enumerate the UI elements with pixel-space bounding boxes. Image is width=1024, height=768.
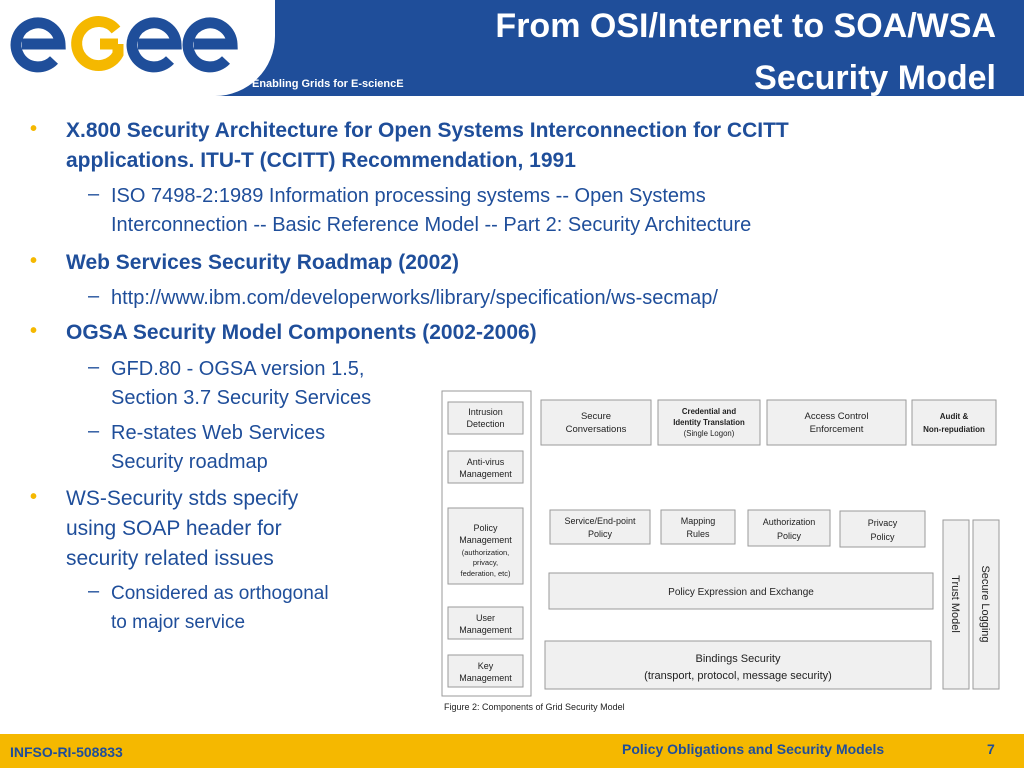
figure-caption: Figure 2: Components of Grid Security Model [444,702,625,712]
policy-management-line-4: privacy, [472,558,499,567]
sub-bullet-3-1 [111,355,371,413]
mapping-rules-line-2: Rules [686,529,710,539]
sub-bullet-marker: – [88,285,100,307]
bullet-3: OGSA Security Model Components (2002-2006) [66,321,537,344]
page-number: 7 [987,741,995,757]
mapping-rules-line-1: Mapping [680,516,716,526]
audit-line-1: Audit & [939,412,969,421]
trust-model-label: Trust Model [949,575,961,633]
sub-bullet-marker: – [88,356,100,378]
bullet-marker: • [30,486,38,508]
bullet-2: Web Services Security Roadmap (2002) [66,251,459,274]
slide-header [0,0,1024,96]
bullet-4-line-3: security related issues [66,547,274,570]
audit-box [912,400,996,445]
service-endpoint-policy-line-2: Policy [587,529,613,539]
secure-logging-label: Secure Logging [979,565,991,643]
authorization-policy-line-1: Authorization [762,517,816,527]
sub-bullet-3-2-line-1: Re-states Web Services [111,422,326,444]
sub-bullet-4-1-line-1: Considered as orthogonal [111,583,329,604]
policy-management-line-2: Management [459,535,512,545]
privacy-policy-line-2: Policy [870,532,895,542]
anti-virus-line-1: Anti-virus [466,457,505,467]
slide-title [495,0,996,104]
sub-bullet-3-2 [111,419,325,477]
key-management-line-1: Key [477,661,494,671]
credential-translation-line-3: (Single Logon) [683,429,735,438]
bullet-marker: • [30,320,38,342]
sub-bullet-4-1 [111,579,329,637]
secure-conversations-line-2: Conversations [565,424,627,435]
policy-exchange-label: Policy Expression and Exchange [668,587,814,598]
authorization-policy-line-2: Policy [776,531,802,541]
service-endpoint-policy-line-1: Service/End-point [564,516,636,526]
sub-bullet-marker: – [88,580,100,602]
bindings-security-line-1: Bindings Security [695,653,781,665]
bullet-4-line-1: WS-Security stds specify [66,487,299,510]
logo-panel [0,0,275,96]
sub-bullet-4-1-line-2: to major service [111,612,246,633]
user-management-line-2: Management [459,625,512,635]
project-id: INFSO-RI-508833 [10,744,123,760]
access-control-line-2: Enforcement [809,424,864,435]
presentation-title: Policy Obligations and Security Models [622,741,885,757]
access-control-box [767,400,906,445]
bullet-marker: • [30,250,38,272]
intrusion-detection-line-1: Intrusion [468,407,503,417]
bullet-4 [66,484,298,574]
title-line-1: From OSI/Internet to SOA/WSA [495,7,996,45]
bindings-security-line-2: (transport, protocol, message security) [644,670,832,682]
credential-translation-line-1: Credential and [681,407,737,416]
user-management-line-1: User [475,613,496,623]
bullet-4-line-2: using SOAP header for [66,517,282,540]
security-model-diagram [440,388,1005,718]
bullet-1 [66,116,789,176]
sub-bullet-3-2-line-2: Security roadmap [111,451,268,473]
audit-line-2: Non-repudiation [923,425,985,434]
intrusion-detection-line-2: Detection [466,419,505,429]
policy-management-line-5: federation, etc) [460,569,511,578]
credential-translation-line-2: Identity Translation [673,418,745,427]
bullet-1-line-2: applications. ITU-T (CCITT) Recommendation, 1991 [66,149,576,172]
access-control-line-1: Access Control [804,411,869,422]
bullet-1-line-1: X.800 Security Architecture for Open Systems Interconnection for CCITT [66,119,789,142]
policy-management-line-1: Policy [473,523,498,533]
sub-bullet-3-1-line-1: GFD.80 - OGSA version 1.5, [111,358,365,380]
privacy-policy-line-1: Privacy [867,518,898,528]
sub-bullet-marker: – [88,420,100,442]
sub-bullet-1-1 [111,182,751,240]
sub-bullet-1-1-line-2: Interconnection -- Basic Reference Model -- Part 2: Security Architecture [111,214,752,236]
sub-bullet-1-1-line-1: ISO 7498-2:1989 Information processing systems -- Open Systems [111,185,706,207]
secure-conversations-box [541,400,651,445]
sub-bullet-2-1: http://www.ibm.com/developerworks/library/specification/ws-secmap/ [111,287,718,309]
anti-virus-line-2: Management [459,469,512,479]
policy-management-line-3: (authorization, [461,548,510,557]
egee-logo [8,2,248,82]
key-management-line-2: Management [459,673,512,683]
sub-bullet-3-1-line-2: Section 3.7 Security Services [111,387,372,409]
title-line-2: Security Model [754,59,996,97]
bullet-marker: • [30,118,38,140]
slide-footer [0,734,1024,768]
secure-conversations-line-1: Secure [580,411,612,422]
tagline: Enabling Grids for E-sciencE [252,78,404,90]
sub-bullet-marker: – [88,183,100,205]
